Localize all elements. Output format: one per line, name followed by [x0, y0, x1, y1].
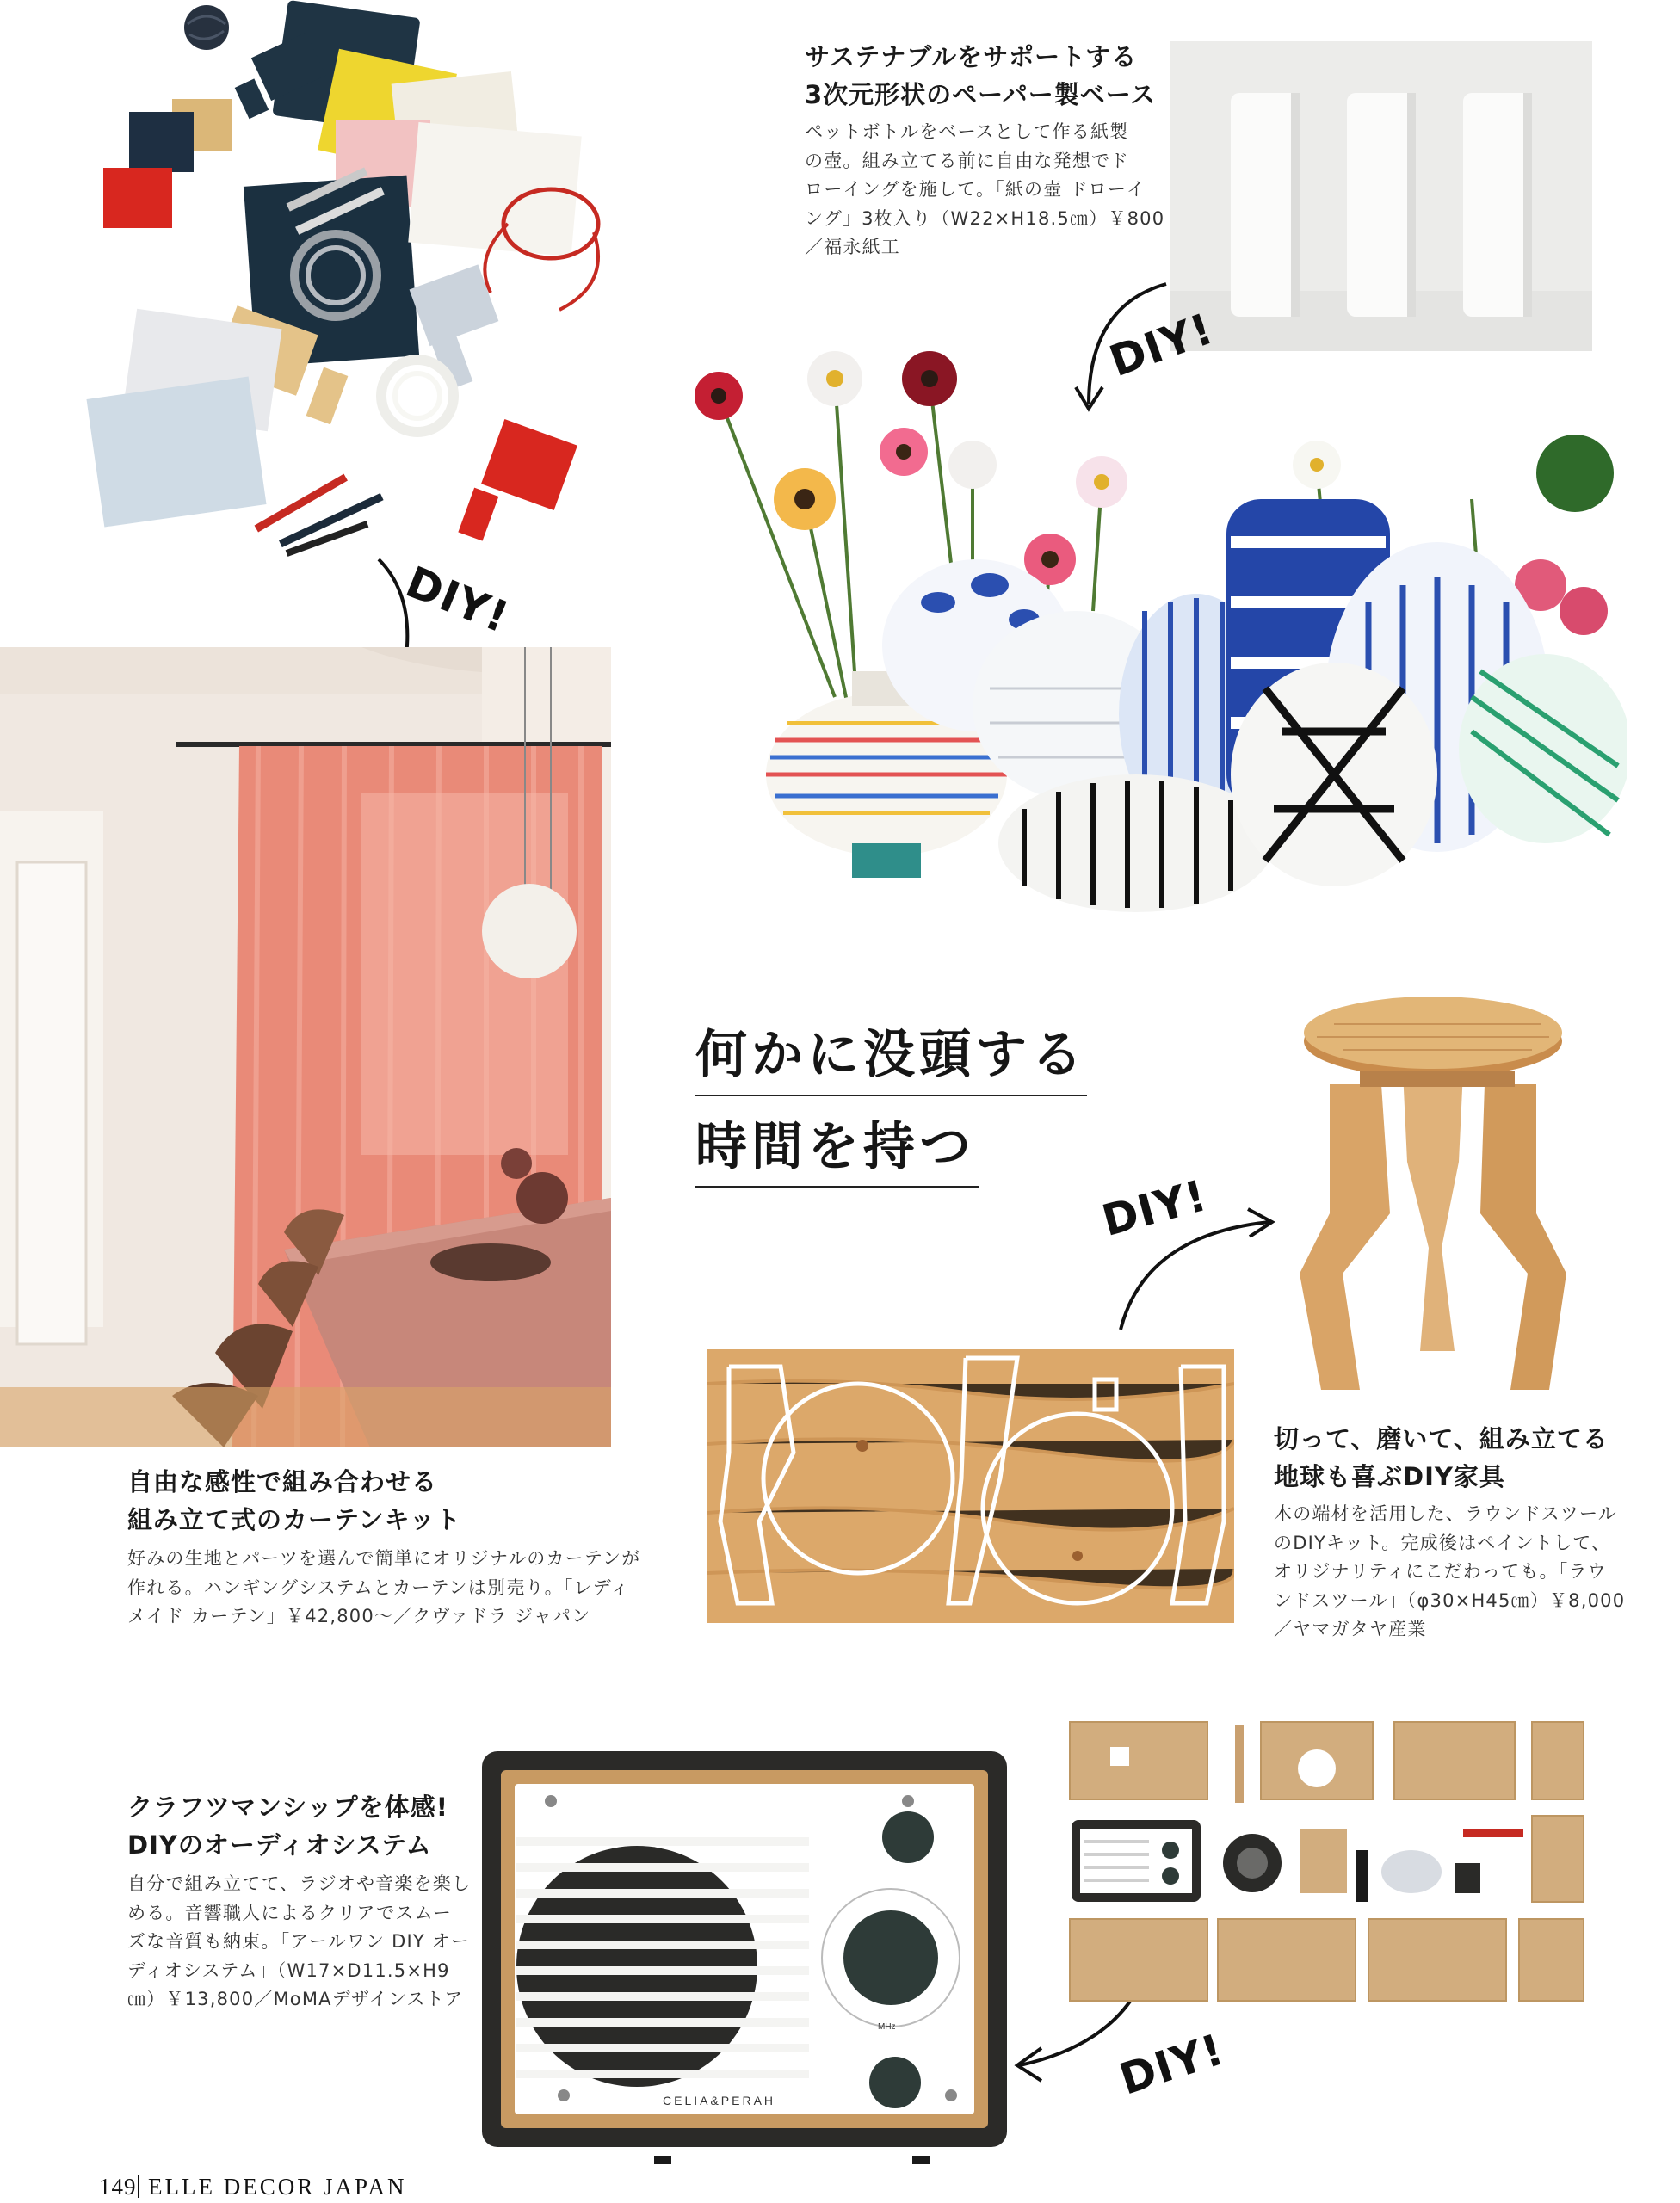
radio-mhz-label: MHz	[878, 2022, 896, 2032]
audio-body-line: 自分で組み立てて、ラジオや音楽を楽し	[127, 1873, 472, 1894]
vase-title-line2: 3次元形状のペーパー製ベース	[805, 80, 1157, 109]
vase-title	[805, 38, 1156, 114]
curtain-title-line2: 組み立て式のカーテンキット	[127, 1505, 461, 1534]
stool-body-line: ／ヤマガタヤ産業	[1274, 1619, 1427, 1639]
diy-label-3: DIY!	[1096, 1170, 1213, 1246]
stool-body	[1274, 1500, 1625, 1645]
curved-arrow-icon	[1110, 1200, 1282, 1347]
vase-body-line: ング」3枚入り（W22×H18.5㎝）￥800	[805, 207, 1165, 229]
vase-body-line: ローイングを施して。「紙の壺 ドローイ	[805, 179, 1146, 200]
curtain-title	[127, 1463, 461, 1539]
curtain-body-line: メイド カーテン」￥42,800〜／クヴァドラ ジャパン	[127, 1606, 591, 1626]
headline-line2: 時間を持つ	[695, 1117, 975, 1177]
radio-kit-photo	[1063, 1717, 1592, 2014]
curtain-body	[127, 1545, 640, 1632]
audio-title-line2: DIYのオーディオシステム	[127, 1830, 432, 1860]
diy-label-1: DIY!	[398, 557, 516, 643]
wood-board-photo	[707, 1349, 1234, 1623]
stool-body-line: のDIYキット。完成後はペイントして、	[1274, 1532, 1611, 1553]
audio-body-line: ディオシステム」（W17×D11.5×H9	[127, 1959, 450, 1981]
audio-body-line: ㎝）￥13,800／MoMAデザインストア	[127, 1989, 464, 2009]
footer-divider	[138, 2175, 139, 2198]
decorated-vases-photo	[680, 327, 1627, 947]
curtain-body-line: 作れる。ハンギングシステムとカーテンは別売り。「レディ	[127, 1577, 630, 1598]
stool-title-line1: 切って、磨いて、組み立てる	[1274, 1424, 1609, 1453]
curtain-body-line: 好みの生地とパーツを選んで簡単にオリジナルのカーテンが	[127, 1548, 641, 1569]
audio-body	[127, 1870, 471, 2015]
curtain-title-line1: 自由な感性で組み合わせる	[127, 1467, 438, 1496]
stool-body-line: 木の端材を活用した、ラウンドスツール	[1274, 1503, 1617, 1524]
audio-title	[127, 1788, 448, 1864]
radio-photo	[482, 1751, 1007, 2164]
radio-brand-label: CELIA&PERAH	[663, 2094, 776, 2107]
page-number: 149	[99, 2174, 137, 2200]
headline-rule	[695, 1095, 1087, 1096]
wood-stool-photo	[1282, 990, 1566, 1403]
headline-line1: 何かに没頭する	[695, 1025, 1087, 1085]
stool-title	[1274, 1420, 1609, 1496]
vase-body-line: ペットボトルをベースとして作る紙製	[805, 121, 1129, 142]
paper-tube-photo	[1170, 41, 1592, 351]
diy-label-2: DIY!	[1102, 303, 1220, 387]
craft-materials-photo	[77, 0, 628, 594]
curtain-room-photo	[0, 647, 611, 1447]
vase-body-line: ／福永紙工	[805, 237, 900, 257]
stool-title-line2: 地球も喜ぶDIY家具	[1274, 1462, 1505, 1491]
audio-body-line: ズな音質も納束。「アールワン DIY オー	[127, 1931, 471, 1952]
audio-title-line1: クラフツマンシップを体感!	[127, 1793, 448, 1822]
audio-body-line: める。音響職人によるクリアでスムー	[127, 1902, 452, 1923]
stool-body-line: ンドスツール」（φ30×H45㎝）￥8,000	[1274, 1589, 1626, 1611]
diy-label-4: DIY!	[1114, 2024, 1231, 2105]
vase-body	[805, 118, 1164, 262]
vase-body-line: の壺。組み立てる前に自由な発想でド	[805, 150, 1129, 171]
vase-title-line1: サステナブルをサポートする	[805, 42, 1138, 71]
stool-body-line: オリジナリティにこだわっても。「ラウ	[1274, 1561, 1607, 1582]
headline-rule	[695, 1186, 979, 1188]
magazine-name: ELLE DECOR JAPAN	[148, 2174, 407, 2200]
